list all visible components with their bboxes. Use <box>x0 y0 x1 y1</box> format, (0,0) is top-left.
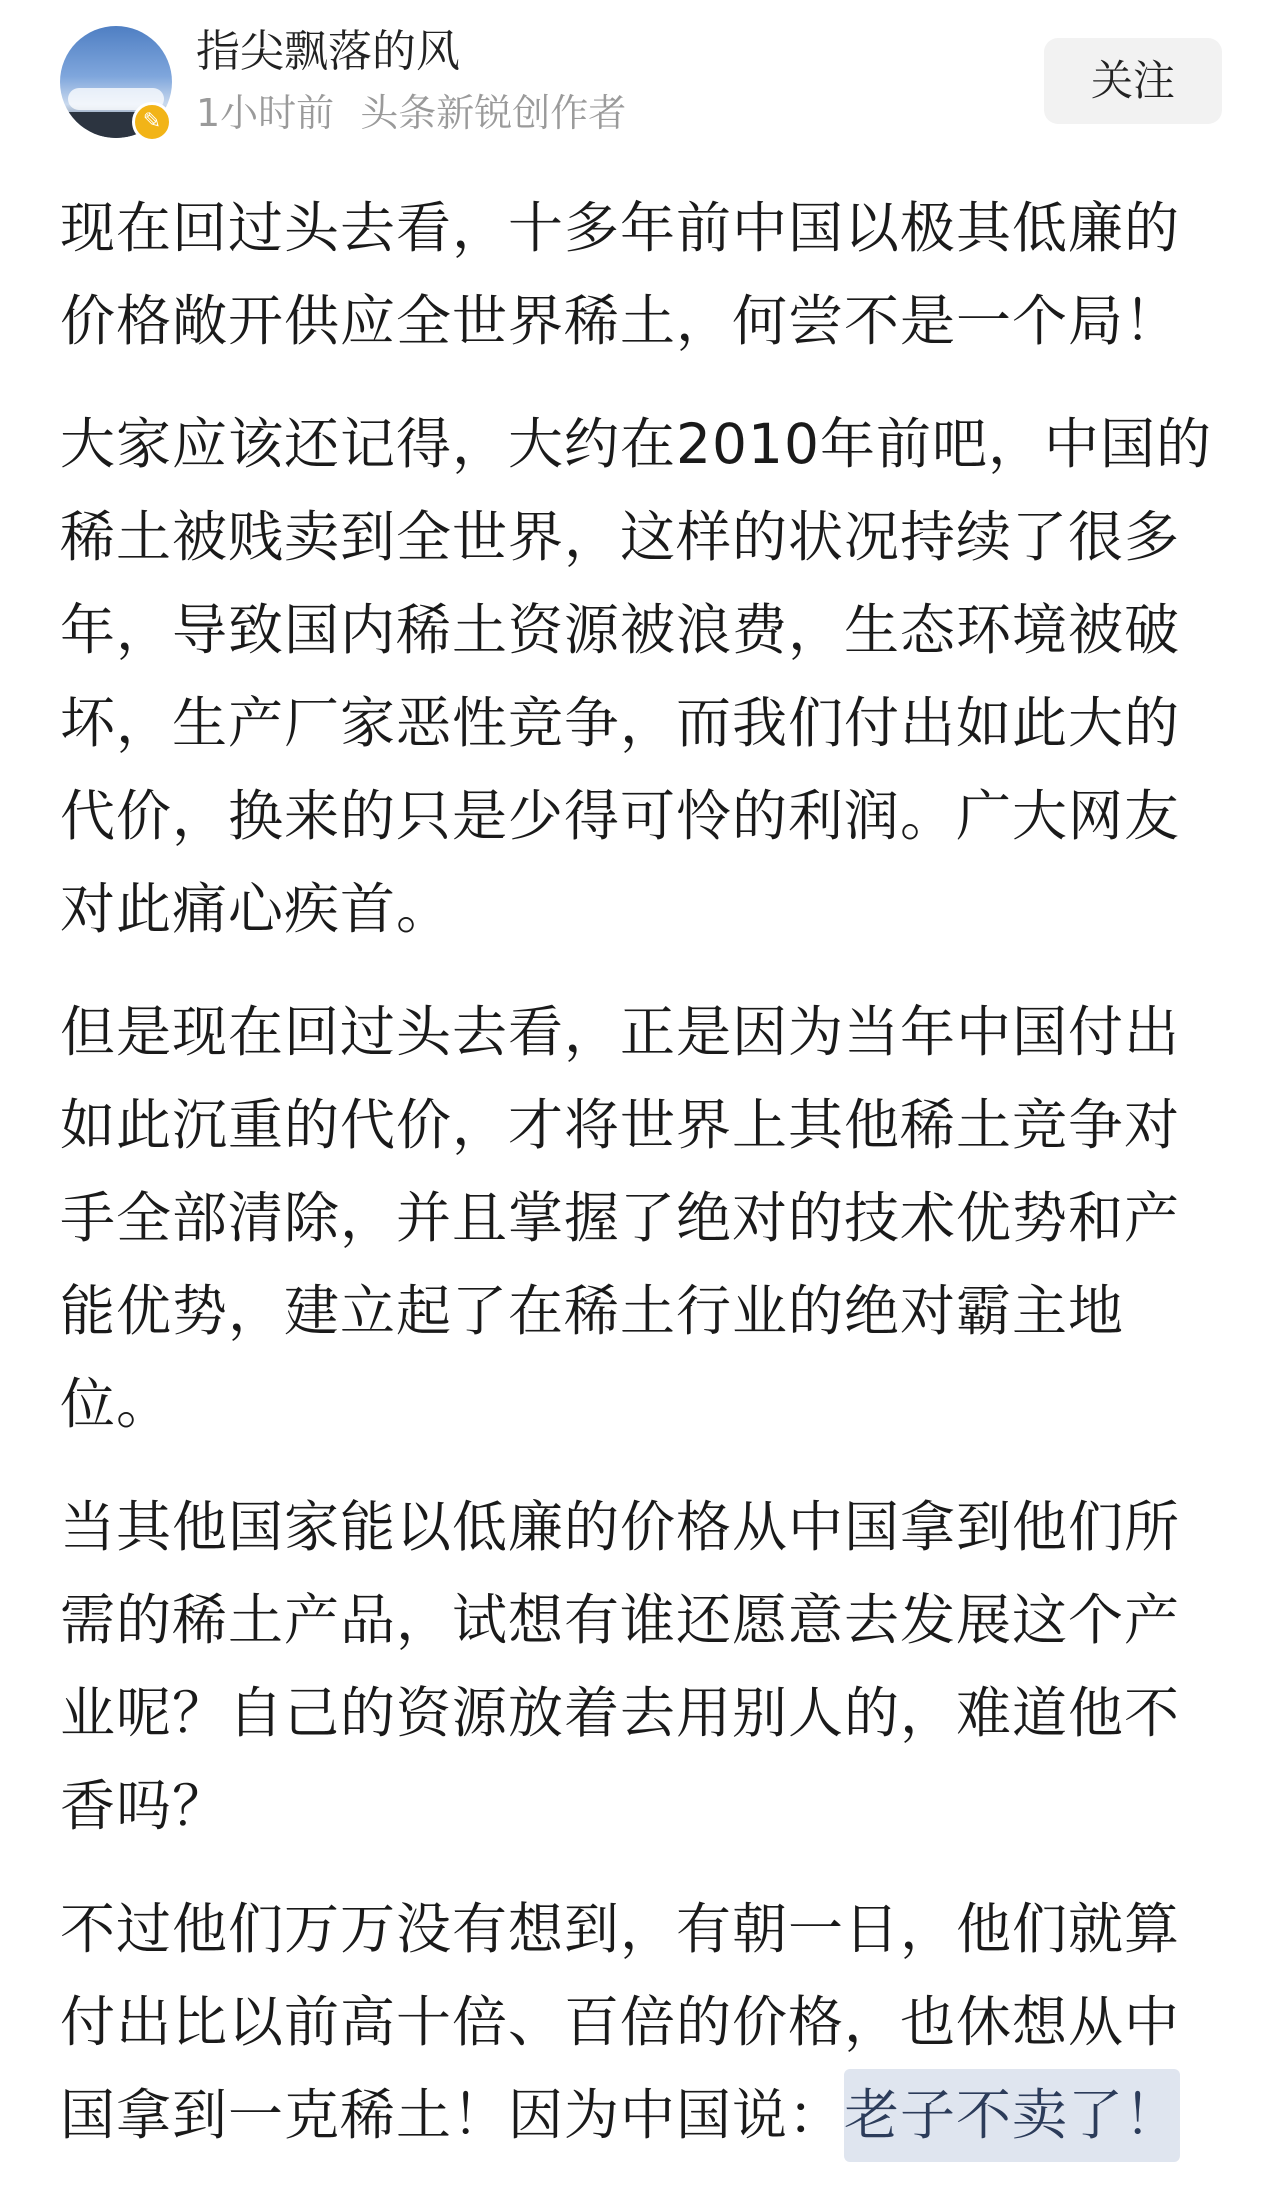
article-paragraph-4: 当其他国家能以低廉的价格从中国拿到他们所需的稀土产品，试想有谁还愿意去发展这个产业呢？自己的资源放着去用别人的，难道他不香吗？ <box>60 1495 1181 1838</box>
post-meta <box>196 88 626 138</box>
post-time: 1小时前 <box>196 91 335 135</box>
article-body <box>60 182 1220 2192</box>
article-last-line-tail: 老子不卖了！ <box>844 2069 1180 2162</box>
article-paragraph-5 <box>60 1883 1220 2162</box>
creator-badge-icon: ✎ <box>132 102 172 142</box>
author-title: 头条新锐创作者 <box>360 91 627 135</box>
article-paragraph-5-text: 不过他们万万没有想到，有朝一日，他们就算付出比以前高十倍、百倍的价格，也休想从中国拿到一克稀土！因为中国说： <box>60 1897 1181 2147</box>
article-paragraph-3: 但是现在回过头去看，正是因为当年中国付出如此沉重的代价，才将世界上其他稀土竞争对手全部清除，并且掌握了绝对的技术优势和产能优势，建立起了在稀土行业的绝对霸主地位。 <box>60 1000 1181 1436</box>
article-paragraph-1: 现在回过头去看，十多年前中国以极其低廉的价格敞开供应全世界稀土，何尝不是一个局！ <box>60 196 1181 353</box>
follow-button[interactable]: 关注 <box>1044 38 1222 124</box>
post-header <box>0 0 1280 160</box>
article-paragraph-2: 大家应该还记得，大约在2010年前吧，中国的稀土被贱卖到全世界，这样的状况持续了很多年，导致国内稀土资源被浪费，生态环境被破坏，生产厂家恶性竞争，而我们付出如此大的代价，换来的只是少得可怜的利润。广大网友对此痛心疾首。 <box>60 412 1212 941</box>
author-name[interactable]: 指尖飘落的风 <box>196 26 460 77</box>
